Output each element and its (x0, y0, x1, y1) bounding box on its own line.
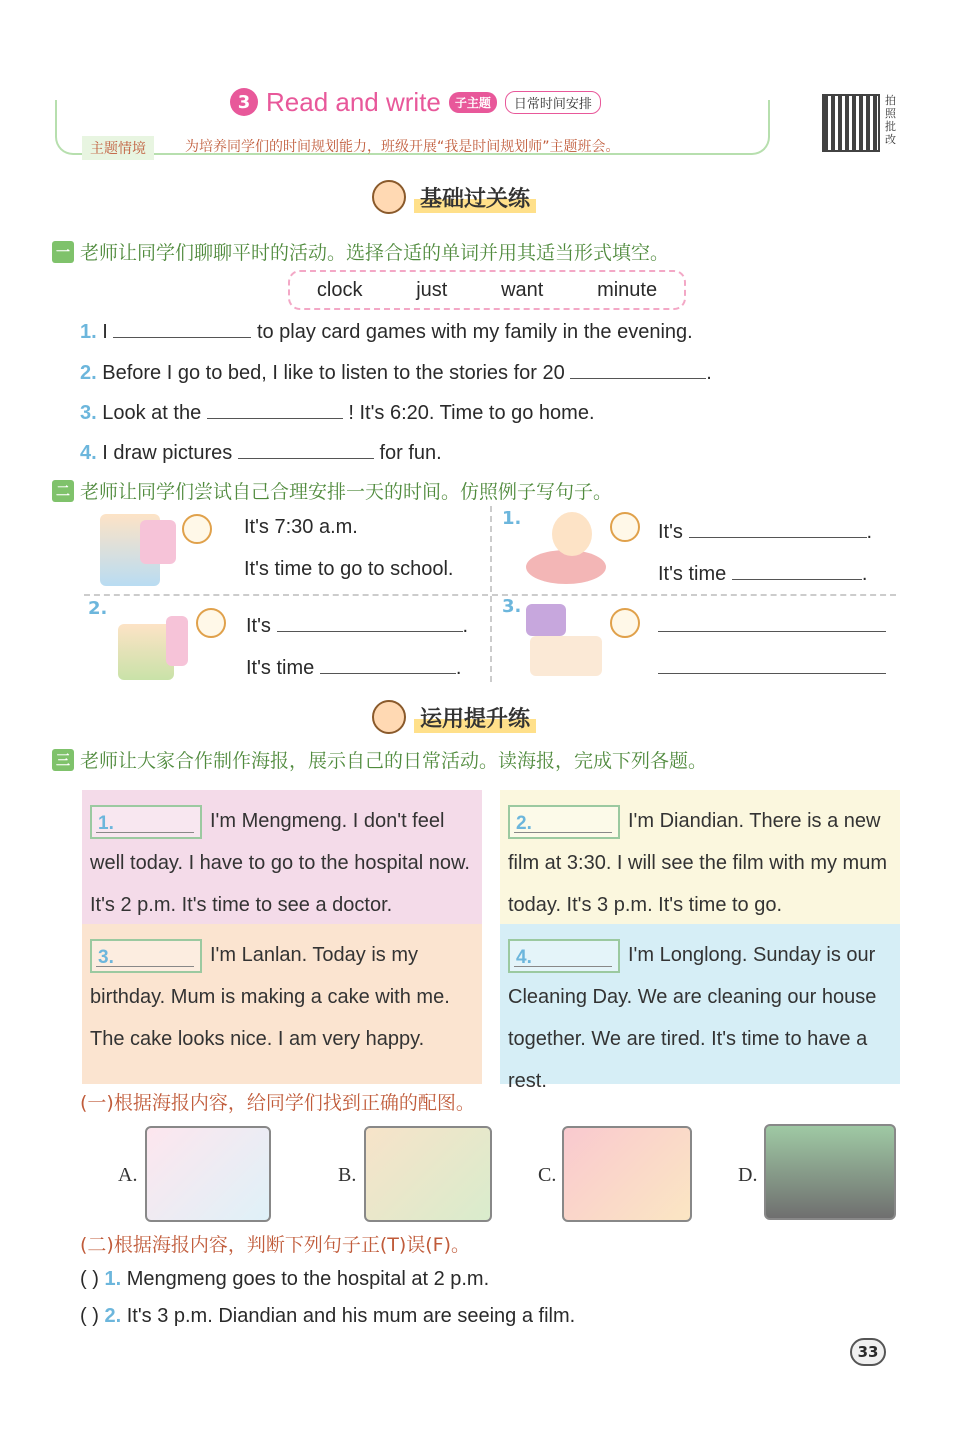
exercise-cell-3 (490, 594, 896, 682)
option-a-doctor-image[interactable] (145, 1126, 271, 1222)
question-number: 2. (80, 362, 97, 384)
option-letter: A. (118, 1164, 138, 1186)
question-text: to play card games with my family in the evening. (256, 321, 693, 343)
word-item: minute (597, 278, 658, 301)
word-item: just (416, 278, 448, 301)
line-end: . (866, 521, 873, 543)
answer-blank[interactable] (113, 316, 251, 338)
section-banner-advanced (372, 700, 536, 734)
option-letter: B. (338, 1164, 357, 1186)
poster-number: 3. (98, 946, 114, 968)
item-number: 3. (502, 596, 522, 617)
poster-number: 4. (516, 946, 532, 968)
task-header-1 (52, 238, 669, 265)
boy-eating-illustration (552, 512, 592, 556)
poster-text: I'm Lanlan. Today is my birthday. Mum is making a cake with me. The cake looks nice. I am very happy. (90, 944, 450, 1050)
question-number: 1. (104, 1268, 122, 1290)
question-text: Mengmeng goes to the hospital at 2 p.m. (126, 1268, 490, 1290)
option-d-cinema-image[interactable] (764, 1124, 896, 1220)
night-window-illustration (526, 604, 566, 636)
tf-question-2 (80, 1305, 575, 1328)
poster-longlong (500, 924, 900, 1092)
question-text: for fun. (379, 442, 442, 464)
answer-blank[interactable] (658, 610, 886, 632)
answer-blank[interactable] (658, 652, 886, 674)
answer-blank[interactable] (732, 558, 862, 580)
poster-answer-box[interactable] (90, 805, 202, 839)
item-line-2 (246, 652, 461, 680)
question-text: It's 3 p.m. Diandian and his mum are seeing a film. (126, 1305, 576, 1327)
poster-lanlan (82, 924, 482, 1084)
poster-answer-box[interactable] (90, 939, 202, 973)
subtheme-text: 日常时间安排 (505, 91, 601, 114)
question-text: I draw pictures (102, 442, 233, 464)
question-number: 3. (80, 402, 97, 424)
clock-icon (610, 608, 640, 638)
example-cell (84, 506, 490, 594)
theme-label: 主题情境 (82, 136, 154, 160)
line-prefix: It's (658, 521, 683, 543)
boy-sleeping-illustration (530, 636, 602, 676)
poster-number: 2. (516, 812, 532, 834)
question-1 (80, 316, 693, 344)
task-instruction: 老师让同学们尝试自己合理安排一天的时间。仿照例子写句子。 (80, 481, 613, 503)
line-prefix: It's time (246, 657, 315, 679)
sub-question-1: (一)根据海报内容，给同学们找到正确的配图。 (80, 1092, 475, 1114)
answer-parentheses[interactable]: ( ) (80, 1268, 99, 1290)
answer-blank[interactable] (277, 610, 463, 632)
mascot-icon (372, 700, 406, 734)
qr-label: 拍照批改 (885, 94, 896, 146)
option-letter: D. (738, 1164, 758, 1186)
word-bank (288, 270, 686, 310)
task-instruction: 老师让大家合作制作海报，展示自己的日常活动。读海报，完成下列各题。 (80, 750, 708, 772)
section-title: 基础过关练 (414, 182, 536, 213)
line-end: . (455, 657, 462, 679)
building-illustration (140, 520, 176, 564)
building-illustration (166, 616, 188, 666)
option-c-cake-image[interactable] (562, 1126, 692, 1222)
option-b-cleaning-image[interactable] (364, 1126, 492, 1222)
line-prefix: It's (246, 615, 271, 637)
clock-icon (610, 512, 640, 542)
theme-text: 为培养同学们的时间规划能力，班级开展“我是时间规划师”主题班会。 (185, 139, 620, 155)
question-3 (80, 397, 595, 425)
item-line-1 (246, 610, 468, 638)
question-text: I (102, 321, 108, 343)
task-marker: 一 (52, 241, 74, 263)
section-banner-basic (372, 180, 536, 214)
poster-number: 1. (98, 812, 114, 834)
task-marker: 二 (52, 480, 74, 502)
word-item: want (501, 278, 544, 301)
question-number: 4. (80, 442, 97, 464)
example-line-1: It's 7:30 a.m. (244, 516, 358, 538)
task-header-3 (52, 746, 707, 773)
line-end: . (861, 563, 868, 585)
qr-code-icon[interactable] (822, 94, 880, 152)
example-line-2: It's time to go to school. (244, 558, 454, 580)
unit-number-badge: 3 (230, 88, 258, 116)
answer-blank[interactable] (207, 397, 343, 419)
clock-icon (182, 514, 212, 544)
poster-text: I'm Longlong. Sunday is our Cleaning Day. We are cleaning our house together. We are tired. It's time to have a rest. (508, 944, 877, 1092)
poster-diandian (500, 790, 900, 924)
poster-answer-box[interactable] (508, 805, 620, 839)
question-text: Look at the (102, 402, 202, 424)
item-number: 1. (502, 508, 522, 529)
question-number: 2. (104, 1305, 122, 1327)
exercise-cell-2 (84, 594, 490, 682)
mascot-icon (372, 180, 406, 214)
poster-answer-box[interactable] (508, 939, 620, 973)
page-number: 33 (850, 1338, 886, 1366)
question-4 (80, 437, 442, 465)
question-text: ! It's 6:20. Time to go home. (348, 402, 595, 424)
exercise-cell-1 (490, 506, 896, 594)
unit-title: Read and write (266, 86, 441, 117)
sub-question-2: (二)根据海报内容，判断下列句子正(T)误(F)。 (80, 1234, 471, 1256)
question-text: . (706, 362, 712, 384)
word-item: clock (316, 278, 363, 301)
option-letter: C. (538, 1164, 557, 1186)
line-end: . (462, 615, 469, 637)
task-header-2 (52, 477, 612, 504)
task-marker: 三 (52, 749, 74, 771)
clock-icon (196, 608, 226, 638)
poster-mengmeng (82, 790, 482, 924)
poster-text: I'm Mengmeng. I don't feel well today. I have to go to the hospital now. It's 2 p.m. It's time to see a doctor. (90, 810, 470, 916)
answer-parentheses[interactable]: ( ) (80, 1305, 99, 1327)
unit-header (222, 85, 609, 119)
question-number: 1. (80, 321, 97, 343)
answer-blank[interactable] (238, 437, 374, 459)
question-2 (80, 357, 712, 385)
section-title: 运用提升练 (414, 702, 536, 733)
answer-blank[interactable] (689, 516, 867, 538)
sentence-grid (84, 506, 896, 682)
answer-blank[interactable] (320, 652, 456, 674)
question-text: Before I go to bed, I like to listen to the stories for 20 (102, 362, 565, 384)
line-prefix: It's time (658, 563, 727, 585)
tf-question-1 (80, 1268, 489, 1291)
task-instruction: 老师让同学们聊聊平时的活动。选择合适的单词并用其适当形式填空。 (80, 242, 670, 264)
poster-text: I'm Diandian. There is a new film at 3:30. I will see the film with my mum today. It's 3 p.m. It's time to go. (508, 810, 887, 916)
item-number: 2. (88, 598, 108, 619)
answer-blank[interactable] (570, 357, 706, 379)
item-line-2 (658, 558, 867, 586)
subtheme-badge: 子主题 (449, 92, 497, 113)
item-line-1 (658, 516, 872, 544)
